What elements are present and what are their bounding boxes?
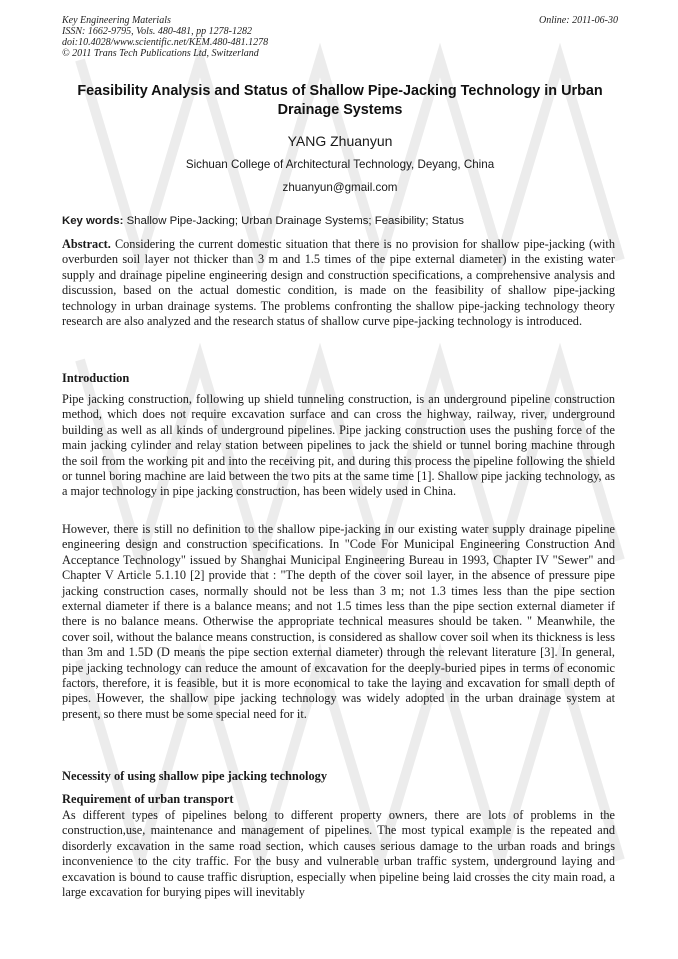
abstract-text: Considering the current domestic situation that there is no provision for shallow pipe-jacking (with overburden soil layer not thicker than 3 m and 1.5 times of the pipe external diameter) in the existing water supply and drainage pipeline engineering design and construction specifications, a comprehensive analysis and discussion, based on the actual domestic condition, is made on the feasibility of shallow pipe-jacking technology in urban drainage systems. The problems confronting the shallow pipe-jacking technology theory research are also analyzed and the research status of shallow curve pipe-jacking technology is introduced.	[62, 237, 615, 329]
issn-line: ISSN: 1662-9795, Vols. 480-481, pp 1278-1282	[62, 26, 252, 37]
subsection-heading-urban-transport: Requirement of urban transport	[62, 792, 234, 806]
introduction-paragraph-2: However, there is still no definition to the shallow pipe-jacking in our existing water supply drainage pipeline engineering design and construction specifications. In "Code For Municipal Engineering Construction And Acceptance Technology" issued by Shanghai Municipal Engineering Bureau in 1993, Chapter IV "Sewer" and Chapter V Article 5.1.10 [2] provide that : "The depth of the cover soil layer, in the absence of pressure pipe jacking construction cases, normally should not be less than 3 m; not 1.3 times less than the pipe section external diameter if there is a balance means; and not 1.5 times less than the pipe section external diameter if there is no balance means. Otherwise the appropriate technical measures should be taken. " Meanwhile, the cover soil, without the balance means construction, is considered as shallow cover soil when its thickness is less than 3m and 1.5D (D means the pipe section external diameter) through the relevant literature [3]. In general, pipe jacking technology can reduce the amount of excavation for the deeply-buried pipes in terms of economic factors, therefore, it is feasible, but it is more economical to take the laying and excavation for small depth of pipes. However, the shallow pipe jacking technology was widely adopted in the urban drainage system at present, so there must be some special need for it.	[62, 522, 615, 721]
keywords-text: Shallow Pipe-Jacking; Urban Drainage Systems; Feasibility; Status	[123, 215, 465, 227]
paper-title: Feasibility Analysis and Status of Shallow Pipe-Jacking Technology in Urban Drainage Systems	[77, 83, 603, 118]
journal-name: Key Engineering Materials	[62, 15, 171, 26]
keywords-label: Key words:	[62, 215, 124, 227]
keywords	[62, 214, 618, 229]
author-email: zhuanyun@gmail.com	[282, 181, 398, 194]
necessity-paragraph-1: As different types of pipelines belong to different property owners, there are lots of problems in the construction,use, maintenance and management of pipelines. The most typical example is the repeated and disorderly excavation in the same road section, which causes serious damage to the urban roads and brings inconvenience to the city traffic. For the busy and vulnerable urban traffic system, underground laying and excavation is bound to cause traffic disruption, especially when pipeline being laid crosses the city main road, a large excavation for burying pipes will inevitably	[62, 808, 615, 900]
abstract	[62, 237, 615, 329]
journal-header	[62, 15, 618, 59]
author-affiliation: Sichuan College of Architectural Technology, Deyang, China	[185, 158, 495, 171]
author-name: YANG Zhuanyun	[287, 133, 393, 149]
online-date: Online: 2011-06-30	[539, 15, 618, 26]
copyright-line: © 2011 Trans Tech Publications Ltd, Switzerland	[62, 48, 259, 59]
section-heading-necessity: Necessity of using shallow pipe jacking technology	[62, 769, 328, 783]
introduction-paragraph-1: Pipe jacking construction, following up shield tunneling construction, is an underground pipeline construction method, which does not require excavation surface and can cross the highway, railway, river, underground building as well as all kinds of underground pipelines. Pipe jacking construction uses the pushing force of the main jacking cylinder and relay station between pipelines to jack the shield or tunnel boring machine through the soil from the working pit and into the receiving pit, and during this process the pipeline following the shield or tunnel boring machine are laid between the two pits at the same time [1]. Shallow pipe jacking technology, as a major technology in pipe jacking construction, has been widely used in China.	[62, 392, 615, 499]
section-heading-introduction: Introduction	[62, 371, 130, 385]
doi-line: doi:10.4028/www.scientific.net/KEM.480-481.1278	[62, 37, 269, 48]
abstract-label: Abstract.	[62, 237, 111, 251]
